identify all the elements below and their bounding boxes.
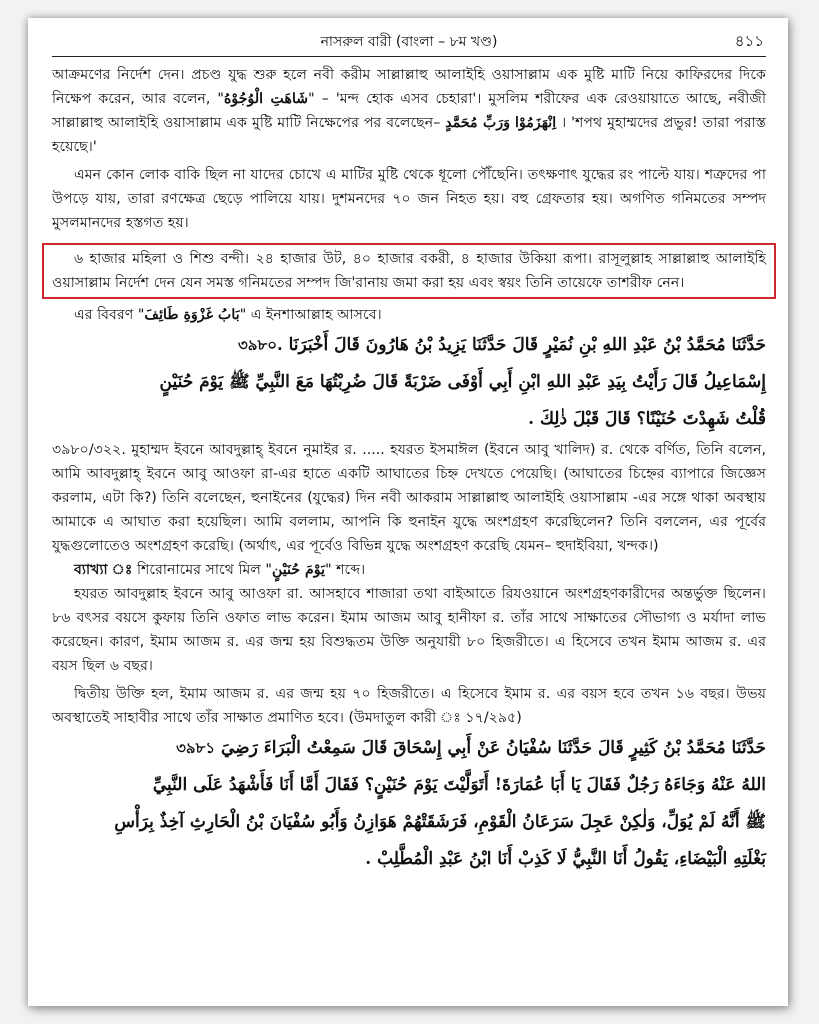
hadith-3981-line-2: اللهُ عَنْهُ وَجَاءَهُ رَجُلٌ فَقَالَ يَا أَبَا عُمَارَةَ! أَتَوَلَّيْتَ يَوْمَ حُنَيْنٍ؟ فَقَالَ أَمَّا أَنَا فَأَشْهَدُ عَلَى النَّبِيِّ bbox=[152, 775, 766, 795]
explanation-line bbox=[52, 558, 766, 582]
arabic-inhazamu: اِنْهَزَمُوْا bbox=[515, 115, 557, 131]
book-page bbox=[28, 18, 788, 1006]
details-line bbox=[52, 303, 766, 327]
hadith-3980-line-3: قُلْتُ شَهِدْتَ حُنَيْنًا؟ قَالَ قَبْلَ ذٰلِكَ . bbox=[528, 409, 766, 429]
page-number: ৪১১ bbox=[734, 32, 764, 50]
attack-line-2a: কাফিরদের দিকে নিক্ষেপ করেন, আর বলেন, " bbox=[52, 67, 766, 107]
translation-3980: ৩৯৮০/৩২২. মুহাম্মদ ইবনে আবদুল্লাহ্ ইবনে নুমাইর র. ..... হযরত ইসমাঈল (ইবনে আবু খালিদ) র. থেকে বর্ণিত, তিনি বলেন, আমি আবদুল্লাহ্ ইবনে আবু আওফা রা-এর হাতে একটি আঘাতের চিহ্ন দেখতে পেয়েছি। (আঘাতের চিহ্নের ব্যাপারে জিজ্ঞেস করলাম, এটা কি?) তিনি বলেছেন, হুনাইনের (যুদ্ধের) দিন নবী আকরাম সাল্লাল্লাহু আলাইহি ওয়াসাল্লাম -এর সঙ্গে থাকা অবস্থায় আমাকে এ আঘাত করা হয়েছিল। আমি বললাম, আপনি কি হুনাইন যুদ্ধে অংশগ্রহণ করেছিলেন? তিনি বললেন, এর পূর্বের যুদ্ধগুলোতেও অংশগ্রহণ করেছি। (অর্থাৎ, এর পূর্বেও বিভিন্ন যুদ্ধে অংশগ্রহণ করেছি যেমন– হুদাইবিয়া, খন্দক।) bbox=[52, 442, 766, 554]
paragraph-abdullah: হযরত আবদুল্লাহ ইবনে আবু আওফা রা. আসহাবে শাজারা তথা বাইআতে রিযওয়ানে অংশগ্রহণকারীদের অন্তর্ভুক্ত ছিলেন। ৮৬ বৎসর বয়সে কুফায় তিনি ওফাত লাভ করেন। ইমাম আজম আবু হানীফা র. তাঁর সাথে সাক্ষাতের সৌভাগ্য ও মর্যাদা লাভ করেছেন। কারণ, ইমাম আজম র. এর জন্ম হয় বিশুদ্ধতম উক্তি অনুযায়ী ৮০ হিজরীতে। এ হিসেবে তখন ইমাম আজম র. এর বয়স ছিল ৬ বছর। bbox=[52, 586, 766, 674]
explanation-pre: শিরোনামের সাথে মিল " bbox=[132, 562, 272, 578]
arabic-bab-taif: بَابُ غَزْوَةِ طَائِفَ bbox=[144, 307, 240, 323]
hadith-3981-arabic bbox=[52, 730, 766, 878]
paragraph-attack bbox=[52, 63, 766, 159]
hadith-3981-line-3: ﷺ أَنَّهُ لَمْ يُوَلِّ، وَلٰكِنْ عَجِلَ سَرَعَانُ الْقَوْمِ، فَرَشَقَتْهُمْ هَوَازِنُ وَأَبُو سُفْيَانَ بْنُ الْحَارِثِ آخِذٌ بِرَأْسِ bbox=[114, 812, 766, 832]
paragraph-dust: এমন কোন লোক বাকি ছিল না যাদের চোখে এ মাটির মুষ্টি থেকে ধূলো পৌঁছেনি। তৎক্ষণাৎ যুদ্ধের রং পাল্টে যায়। শত্রুদের পা উপড়ে যায়, তারা রণক্ষেত্র ছেড়ে পালিয়ে যায়। দুশমনদের ৭০ জন নিহত হয়। বহু গ্রেফতার হয়। অগণিত গনিমতের সম্পদ মুসলমানদের হস্তগত হয়। bbox=[52, 167, 766, 231]
paragraph-second-opinion: দ্বিতীয় উক্তি হল, ইমাম আজম র. এর জন্ম হয় ৭০ হিজরীতে। এ হিসেবে ইমাম র. এর বয়স হবে তখন ১৬ বছর। উভয় অবস্থাতেই সাহাবীর সাথে তাঁর সাক্ষাত প্রমাণিত হবে। (উমদাতুল কারী ঃ ১৭/২৯৫) bbox=[52, 686, 766, 726]
hadith-3980-line-2: إِسْمَاعِيلُ قَالَ رَأَيْتُ بِيَدِ عَبْدِ اللهِ ابْنِ أَبِي أَوْفَى ضَرْبَةً قَالَ ضُرِبْتُهَا مَعَ النَّبِيِّ ﷺ يَوْمَ حُنَيْنٍ bbox=[159, 372, 766, 392]
highlighted-text: ৬ হাজার মহিলা ও শিশু বন্দী। ২৪ হাজার উট, ৪০ হাজার বকরী, ৪ হাজার উকিয়া রূপা। রাসূলুল্লাহ সাল্লাল্লাহু আলাইহি ওয়াসাল্লাম নির্দেশ দেন যেন সমস্ত গনিমতের সম্পদ জি'রানায় জমা করা হয় এবং স্বয়ং তিনি তায়েফে তাশরীফ নেন। bbox=[52, 251, 766, 291]
header-rule bbox=[52, 56, 766, 57]
hadith-3981-number: ৩৯৮১ bbox=[176, 739, 216, 757]
attack-line-1: আক্রমণের নির্দেশ দেন। প্রচণ্ড যুদ্ধ শুরু হলে নবী করীম সাল্লাল্লাহু আলাইহি ওয়াসাল্লাম এক মুষ্টি মাটি নিয়ে bbox=[52, 67, 669, 83]
explanation-label: ব্যাখ্যা ঃ bbox=[74, 562, 133, 578]
hadith-3981-line-4: بَغْلَتِهِ الْبَيْضَاءِ، يَقُولُ أَنَا النَّبِيُّ لَا كَذِبْ أَنَا ابْنُ عَبْدِ الْمُطَّلِبْ . bbox=[365, 849, 766, 869]
page-content bbox=[52, 30, 766, 878]
hadith-3980-line-1 bbox=[52, 327, 766, 364]
details-post: " এ ইনশাআল্লাহ আসবে। bbox=[239, 307, 382, 323]
arabic-shahat: شَاهَتِ الْوُجُوْهُ bbox=[223, 91, 309, 107]
running-title: নাসরুল বারী (বাংলা – ৮ম খণ্ড) bbox=[320, 34, 498, 50]
highlight-box bbox=[42, 243, 776, 299]
arabic-yawma-hunain: يَوْمَ حُنَيْنٍ bbox=[271, 562, 326, 578]
attack-line-4b: । 'শপথ মুহাম্মদের প্রভুর! তারা পরাস্ত হয়েছে।' bbox=[52, 115, 766, 155]
hadith-3981-line-1 bbox=[52, 730, 766, 767]
hadith-3980-arabic bbox=[52, 327, 766, 438]
arabic-wa-rabbi: وَرَبِّ مُحَمَّدٍ bbox=[445, 115, 511, 131]
explanation-post: " শব্দে। bbox=[325, 562, 366, 578]
hadith-3980-arabic-1: حَدَّثَنَا مُحَمَّدُ بْنُ عَبْدِ اللهِ بْنِ نُمَيْرٍ قَالَ حَدَّثَنَا يَزِيدُ بْنُ هَارُونَ قَالَ أَخْبَرَنَا bbox=[288, 335, 766, 355]
hadith-3980-number: ৩৯৮০. bbox=[237, 336, 283, 354]
hadith-3981-arabic-1: حَدَّثَنَا مُحَمَّدُ بْنُ كَثِيرٍ قَالَ حَدَّثَنَا سُفْيَانُ عَنْ أَبِي إِسْحَاقَ قَالَ سَمِعْتُ الْبَرَاءَ رَضِيَ bbox=[220, 738, 766, 758]
page-header bbox=[52, 30, 766, 54]
attack-line-2b: " – 'মন্দ হোক এসব চেহারা'। মুসলিম শরীফের bbox=[308, 91, 580, 107]
attack-line-3a: এক রেওয়ায়াতে আছে, নবীজী সাল্লাল্লাহু আলাইহি ওয়াসাল্লাম এক মুষ্টি মাটি নিক্ষেপের পর বলেছেন– bbox=[52, 91, 767, 131]
details-pre: এর বিবরণ " bbox=[74, 307, 145, 323]
